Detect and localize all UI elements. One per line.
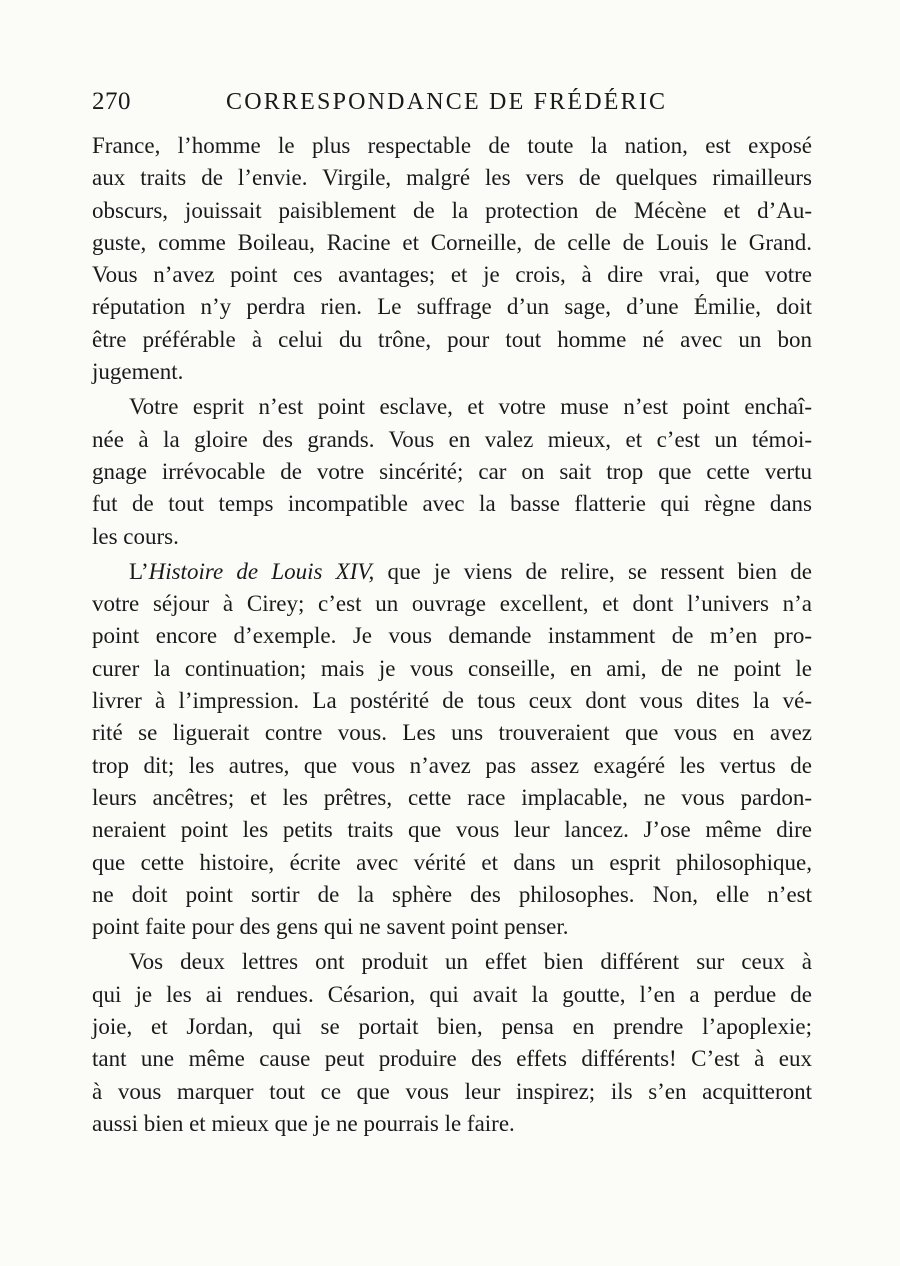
text-fragment: L’ xyxy=(129,558,149,584)
text-line: aux traits de l’envie. Virgile, malgré les vers de quelques rimailleurs xyxy=(92,165,812,191)
text-line: que cette histoire, écrite avec vérité et dans un esprit philosophique, xyxy=(92,849,812,875)
running-title: CORRESPONDANCE DE FRÉDÉRIC xyxy=(226,89,668,115)
text-line: qui je les ai rendues. Césarion, qui avait la goutte, l’en a perdue de xyxy=(92,981,812,1007)
text-line: ne doit point sortir de la sphère des philosophes. Non, elle n’est xyxy=(92,881,812,907)
text-line: joie, et Jordan, qui se portait bien, pensa en prendre l’apoplexie; xyxy=(92,1014,812,1040)
paragraph-3 xyxy=(92,556,812,944)
text-line: curer la continuation; mais je vous conseille, en ami, de ne point le xyxy=(92,655,812,681)
text-line: neraient point les petits traits que vous leur lancez. J’ose même dire xyxy=(92,817,812,843)
paragraph-2 xyxy=(92,391,812,552)
text-fragment: que je viens de relire, se ressent bien de xyxy=(374,558,812,584)
text-line: point faite pour des gens qui ne savent point penser. xyxy=(92,914,569,940)
text-line: jugement. xyxy=(92,359,184,385)
paragraph-4 xyxy=(92,946,812,1140)
paragraph-1 xyxy=(92,130,812,388)
text-line: les cours. xyxy=(92,523,179,549)
letter-text xyxy=(92,130,812,1140)
text-line: point encore d’exemple. Je vous demande instamment de m’en pro- xyxy=(92,623,812,649)
page-number: 270 xyxy=(92,88,131,115)
text-line: Vos deux lettres ont produit un effet bien différent sur ceux à xyxy=(129,949,812,975)
text-line: Votre esprit n’est point esclave, et votre muse n’est point enchaî- xyxy=(129,394,812,420)
text-line: votre séjour à Cirey; c’est un ouvrage excellent, et dont l’univers n’a xyxy=(92,591,812,617)
text-line: obscurs, jouissait paisiblement de la protection de Mécène et d’Au- xyxy=(92,197,812,223)
text-line: être préférable à celui du trône, pour tout homme né avec un bon xyxy=(92,326,812,352)
text-line: Vous n’avez point ces avantages; et je crois, à dire vrai, que votre xyxy=(92,262,812,288)
text-line: tant une même cause peut produire des effets différents! C’est à eux xyxy=(92,1046,812,1072)
text-line: née à la gloire des grands. Vous en valez mieux, et c’est un témoi- xyxy=(92,426,812,452)
text-line xyxy=(92,556,812,588)
running-header xyxy=(92,86,816,118)
text-line: aussi bien et mieux que je ne pourrais le faire. xyxy=(92,1110,515,1136)
text-line: rité se liguerait contre vous. Les uns trouveraient que vous en avez xyxy=(92,720,812,746)
text-line: fut de tout temps incompatible avec la basse flatterie qui règne dans xyxy=(92,491,812,517)
text-line: France, l’homme le plus respectable de toute la nation, est exposé xyxy=(92,133,812,158)
text-line: à vous marquer tout ce que vous leur inspirez; ils s’en acquitteront xyxy=(92,1078,812,1104)
text-line: guste, comme Boileau, Racine et Corneille, de celle de Louis le Grand. xyxy=(92,229,812,255)
book-title-italic: Histoire de Louis XIV, xyxy=(148,558,375,584)
text-line: trop dit; les autres, que vous n’avez pas assez exagéré les vertus de xyxy=(92,752,812,778)
text-line: livrer à l’impression. La postérité de tous ceux dont vous dites la vé- xyxy=(92,688,812,714)
text-line: réputation n’y perdra rien. Le suffrage d’un sage, d’une Émilie, doit xyxy=(92,294,812,320)
text-line: leurs ancêtres; et les prêtres, cette race implacable, ne vous pardon- xyxy=(92,784,812,810)
text-line: gnage irrévocable de votre sincérité; car on sait trop que cette vertu xyxy=(92,458,812,484)
